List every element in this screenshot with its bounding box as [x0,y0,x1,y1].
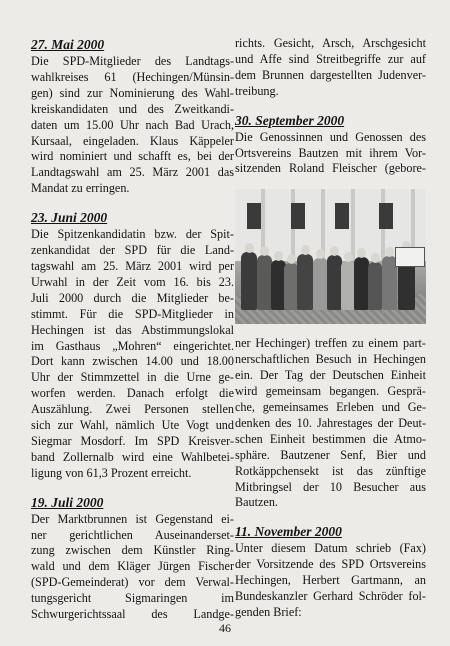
text-line: dem Brunnen dargestellten Judenver- [235,67,426,82]
text-line: treibung. [235,83,279,98]
text-line: der Vorsitzende des SPD Ortsvereins [235,557,426,572]
sign-board [395,247,425,267]
text-line: Mitbringsel der 10 Besucher aus [235,479,426,494]
text-line: Schwurgerichtssaal des Landge- [31,607,234,622]
person [284,263,298,310]
text-line: Kursaal, eingeladen. Klaus Käppeler [31,133,234,148]
person [368,262,382,310]
section-body-19-juli [31,512,234,623]
section-heading-11-november: 11. November 2000 [235,524,342,540]
text-line: wald und dem Kläger Jürgen Fischer [31,559,234,574]
section-heading-23-juni: 23. Juni 2000 [31,210,108,226]
text-line: Ortsvereins Bautzen mit ihrem Vor- [235,145,426,160]
text-line: im Gasthaus „Mohren“ eingerichtet. [31,338,234,353]
text-line: und Affe sind Streitbegriffe zur auf [235,51,426,66]
text-line: Die Genossinnen und Genossen des [235,129,426,144]
person [354,257,369,310]
text-line: Uhr der Stimmzettel in die Urne ge- [31,370,234,385]
text-line: Mandat zu erringen. [31,181,130,196]
text-line: gen) sind zur Nominierung des Wahl- [31,85,234,100]
continued-text [235,36,426,100]
right-column [235,36,426,621]
text-line: stimmt. Für die SPD-Mitglieder in [31,306,234,321]
text-line: Landtagswahl am 25. März 2001 das [31,165,234,180]
text-line: ein. Der Tag der Deutschen Einheit [235,368,426,383]
text-line: wird nominiert und schafft es, bei der [31,149,234,164]
text-line: zung zwischen dem Künstler Ring- [31,543,234,558]
text-line: ner Hechinger) treffen zu einem part- [235,336,426,351]
page-number: 46 [219,621,231,635]
text-line: Hechingen ist das Abstimmungslokal [31,322,234,337]
person [257,255,272,310]
text-line: Siegmar Mosdorf. Im SPD Kreisver- [31,433,234,448]
text-line: schen Einheit bestimmen die Atmo- [235,431,426,446]
text-line: Dort kann zwischen 14.00 und 18.00 [31,354,234,369]
text-line: daten um 15.00 Uhr nach Bad Urach, [31,117,234,132]
text-line: Hechingen, Herbert Gartmann, an [235,573,426,588]
text-line: Bundeskanzler Gerhard Schröder fol- [235,589,426,604]
text-line: tungsgericht Sigmaringen im [31,591,234,606]
text-line: Rotkäppchensekt ist das zünftige [235,463,426,478]
text-line: ligung von 61,3 Prozent erreicht. [31,465,192,480]
text-line: ner gerichtlichen Auseinanderset- [31,527,234,542]
window [247,203,261,229]
text-line: Juli 2000 durch die Mitglieder be- [31,290,234,305]
window [379,203,393,229]
text-line: wird gemeinsam begangen. Gesprä- [235,384,426,399]
text-line: che, gemeinsames Erleben und Ge- [235,399,426,414]
person [341,261,355,310]
window [335,203,349,229]
text-line: kreiskandidaten und des Zweitkandi- [31,101,234,116]
section-body-23-juni [31,227,234,482]
text-line: sitzenden Roland Fleischer (gebore- [235,161,426,176]
person [241,252,257,310]
person [297,254,313,310]
section-heading-27-mai: 27. Mai 2000 [31,37,105,52]
text-line: Der Marktbrunnen ist Gegenstand ei- [31,511,234,526]
section-heading-30-september: 30. September 2000 [235,112,345,128]
text-line: Auszählung. Zwei Personen stellen [31,402,234,417]
section-body-11-november [235,541,426,621]
text-line: zenkandidat der SPD für die Land- [31,243,234,258]
left-column [31,36,234,623]
text-line: genden Brief: [235,604,302,619]
text-line: (SPD-Gemeinderat) vor dem Verwal- [31,575,234,590]
window [291,203,305,229]
text-line: tagswahl am 25. März 2001 wird per [31,258,234,273]
text-line: Die Spitzenkandidatin bzw. der Spit- [31,227,234,242]
section-body-30-september [235,130,426,178]
text-line: nerschaftlichen Besuch in Hechingen [235,352,426,367]
section-body-27-mai [31,54,234,197]
section-body-30-september-continued [235,336,426,511]
person [313,258,328,310]
group-photo [235,189,426,324]
text-line: band Zollernalb wird eine Wahlbetei- [31,449,234,464]
text-line: sich zur Wahl, nämlich Ute Vogt und [31,418,234,433]
text-line: worfen werden. Danach erfolgt die [31,386,234,401]
text-line: denken des 10. Jahrestages der Deut- [235,415,426,430]
text-line: sphäre. Bautzener Senf, Bier und [235,447,426,462]
text-line: richts. Gesicht, Arsch, Arschgesicht [235,36,426,50]
text-line: wahlkreises 61 (Hechingen/Münsin- [31,69,234,84]
text-line: Bautzen. [235,495,278,510]
text-line: Urwahl in der Zeit vom 16. bis 23. [31,274,234,289]
section-heading-19-juli: 19. Juli 2000 [31,494,104,510]
person [327,255,342,310]
text-line: Die SPD-Mitglieder des Landtags- [31,54,234,68]
text-line: Unter diesem Datum schrieb (Fax) [235,541,426,556]
